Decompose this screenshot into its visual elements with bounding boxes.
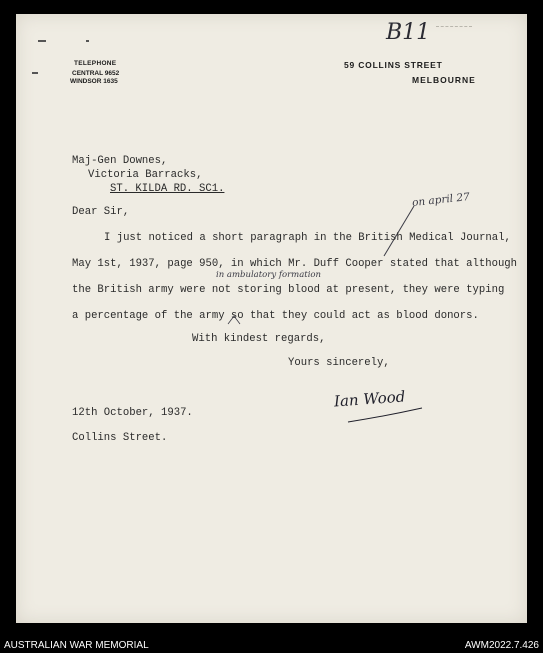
file-mark: B11: [386, 20, 431, 45]
address-street: 59 COLLINS STREET: [344, 60, 443, 70]
closing-sincerely: Yours sincerely,: [288, 357, 390, 369]
phone-number-2: WINDSOR 1635: [70, 78, 118, 85]
recipient-name: Maj-Gen Downes,: [72, 155, 168, 167]
body-line-4: a percentage of the army so that they could act as blood donors.: [72, 310, 479, 322]
letter-date: 12th October, 1937.: [72, 407, 193, 419]
address-city: MELBOURNE: [412, 75, 476, 85]
signature: Ian Wood: [333, 387, 406, 411]
recipient-line3: ST. KILDA RD. SC1.: [110, 183, 225, 195]
insert-note: in ambulatory formation: [216, 270, 322, 280]
closing-regards: With kindest regards,: [192, 333, 326, 345]
body-line-1: I just noticed a short paragraph in the British Medical Journal,: [104, 232, 511, 244]
body-line-3: the British army were not storing blood at present, they were typing: [72, 284, 505, 296]
staple-mark: [32, 72, 38, 74]
letter-place: Collins Street.: [72, 432, 168, 444]
staple-mark: [38, 40, 46, 42]
letter-page: [16, 14, 527, 623]
footer-institution: AUSTRALIAN WAR MEMORIAL: [4, 640, 149, 651]
phone-number-1: CENTRAL 9652: [72, 70, 120, 77]
faint-mark: [436, 26, 472, 41]
salutation: Dear Sir,: [72, 206, 130, 218]
telephone-label: TELEPHONE: [74, 60, 117, 67]
margin-note: on april 27: [411, 191, 471, 209]
caret-mark: [226, 312, 242, 326]
footer-accession: AWM2022.7.426: [464, 640, 539, 651]
recipient-line2: Victoria Barracks,: [88, 169, 203, 181]
body-line-2: May 1st, 1937, page 950, in which Mr. Duff Cooper stated that although: [72, 258, 518, 270]
staple-mark: [86, 40, 89, 42]
signature-underline: [346, 406, 426, 426]
